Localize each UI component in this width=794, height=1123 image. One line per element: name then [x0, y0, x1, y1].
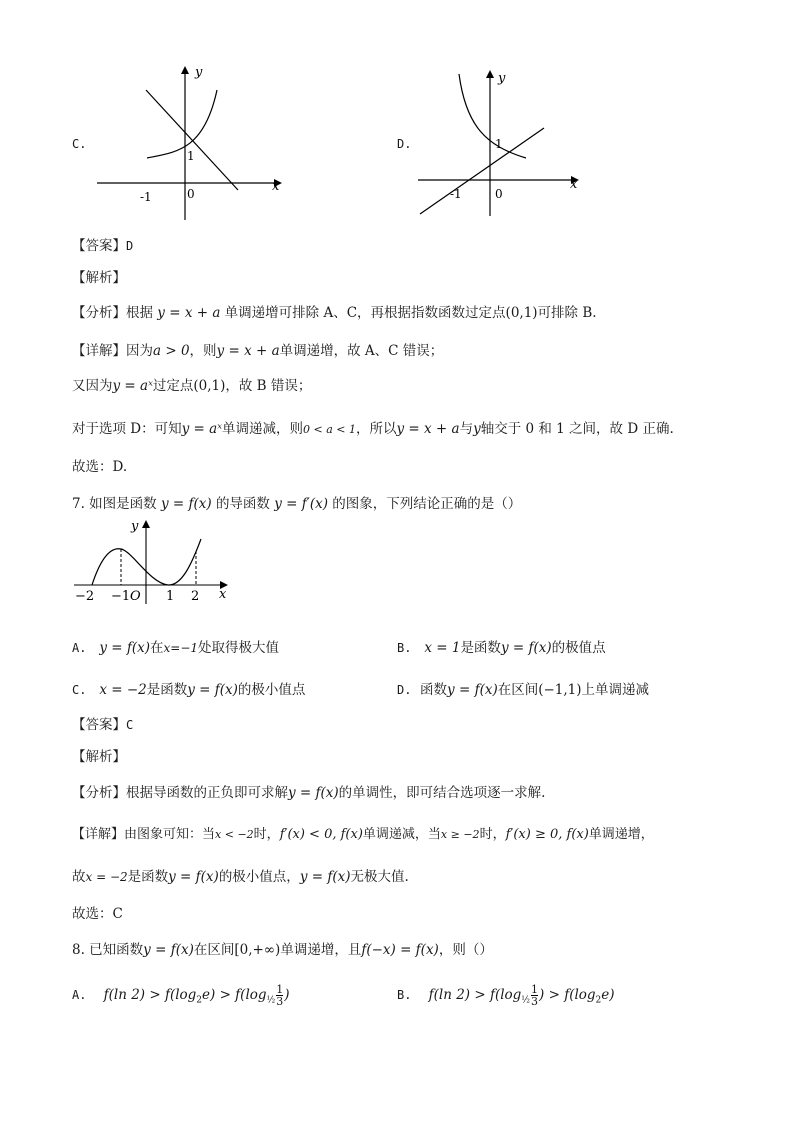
option-d-label: D.: [397, 137, 412, 151]
q7-option-c-c: 的极小值点: [237, 682, 306, 698]
q7-graph-two: 2: [191, 589, 200, 604]
q7-option-a-letter: A.: [72, 641, 87, 655]
q7-graph-one: 1: [166, 589, 175, 604]
q7-option-b-letter: B.: [397, 641, 412, 655]
q6-answer-tag: 【答案】: [72, 238, 126, 254]
q6-answer-line: [72, 234, 133, 254]
q6-fenxi-c: 可排除 B.: [537, 305, 597, 321]
q8-option-a-frac: $\frac{1}{3}$: [276, 983, 284, 1008]
q7-detail1-d: 时，: [479, 827, 506, 842]
q7-option-a[interactable]: [72, 636, 279, 656]
q6-fenxi-point: (0,1): [505, 305, 538, 321]
q7-option-d-int: (−1,1): [538, 682, 582, 698]
q6-detail2-b: 过定点: [152, 378, 194, 394]
q7-detail1-c2: f′(x) ≥ 0, f(x): [505, 827, 589, 842]
q6-detail3-cond: 0 < a < 1: [303, 423, 356, 436]
graph-c-neg1: -1: [140, 190, 152, 204]
q6-detail3-expr2: y = x + a: [396, 421, 460, 437]
q7-option-b-x: x = 1: [424, 640, 461, 656]
q7-graph-x: x: [219, 587, 227, 602]
q7-detail2-x: x = −2: [85, 870, 128, 884]
q6-detail1-cond: a > 0: [153, 343, 190, 359]
q6-detail1-a: 因为: [126, 343, 153, 359]
q6-detail1-b: ，则: [189, 343, 217, 359]
q8-option-a-3: ): [284, 987, 290, 1003]
q8-stem-int: [0,+∞): [234, 942, 281, 958]
q7-answer-tag: 【答案】: [72, 717, 126, 733]
graph-c-zero: 0: [187, 187, 195, 201]
q6-detail2-expr: y = aˣ: [112, 378, 153, 394]
q7-option-b[interactable]: [397, 636, 606, 656]
q7-option-a-x: x=−1: [163, 641, 199, 655]
q7-option-d-a: 函数: [420, 682, 448, 698]
q6-fenxi-line: [72, 301, 597, 321]
graph-d-x-label: x: [570, 177, 578, 192]
q8-option-b-frac: $\frac{1}{3}$: [531, 983, 539, 1008]
q7-stem-b: 的导函数: [215, 496, 270, 512]
q7-detail2-b: 是函数: [127, 869, 169, 885]
q7-option-a-f: y = f(x): [99, 640, 150, 656]
q8-stem-eq: f(−x) = f(x): [361, 942, 439, 958]
option-c-label: C.: [72, 137, 87, 151]
q6-detail3-a: 对于选项 D：可知: [72, 421, 182, 437]
q8-stem-c: 单调递增，且: [280, 942, 362, 958]
q7-stem-c: 的图象，下列结论正确的是（）: [332, 496, 522, 512]
q7-graph-y: y: [131, 519, 139, 534]
q6-detail3-line: [72, 417, 674, 437]
q7-detail1-line: [72, 823, 654, 842]
q7-graph-m1: −1: [111, 589, 131, 604]
q7-choose: 故选：C: [72, 906, 123, 922]
q7-fenxi-a: 根据导函数的正负即可求解: [126, 785, 288, 801]
q7-fenxi-line: [72, 781, 545, 801]
q7-detail1-a: 由图象可知：当: [124, 827, 216, 842]
q7-stem-a: 7. 如图是函数: [72, 496, 157, 512]
q6-detail3-c: ，所以: [355, 421, 397, 437]
q6-detail1-expr: y = x + a: [216, 343, 280, 359]
q7-option-b-b: 是函数: [460, 640, 501, 656]
q7-option-c-letter: C.: [72, 683, 87, 697]
q7-detail2-c: 的极小值点，: [218, 869, 300, 885]
q7-option-b-c: 的极值点: [551, 640, 606, 656]
q7-option-c-f: y = f(x): [187, 682, 238, 698]
q7-detail1-b: 时，: [253, 827, 280, 842]
q7-graph-m2: −2: [75, 589, 95, 604]
q6-detail-tag: 【详解】: [72, 343, 126, 359]
q7-detail1-c: 单调递减，当: [362, 827, 441, 842]
q7-graph-o: O: [130, 589, 141, 604]
graph-c-x-label: x: [272, 179, 280, 194]
q7-derivative-graph: [70, 518, 240, 608]
q7-detail1-x2: x ≥ −2: [440, 828, 480, 841]
q7-detail1-x1: x < −2: [215, 828, 254, 841]
q8-option-b-letter: B.: [397, 988, 412, 1002]
q7-stem-f: y = f(x): [160, 496, 212, 512]
q8-option-a-1: f(ln 2) > f(log: [103, 987, 197, 1003]
q7-detail1-e: 单调递增，: [588, 827, 654, 842]
q6-fenxi-a: 根据: [126, 305, 153, 321]
q8-option-b-sub2: 2: [595, 995, 602, 1006]
q7-detail2-d: 无极大值.: [350, 869, 409, 885]
graph-c: [92, 60, 287, 225]
q6-fenxi-b: 单调递增可排除 A、C，再根据指数函数过定点: [224, 305, 506, 321]
q7-option-a-b: 在: [150, 640, 164, 656]
q7-option-b-f: y = f(x): [500, 640, 552, 656]
graph-d-y-label: y: [498, 71, 506, 86]
q8-option-b-sub1: ½: [521, 995, 531, 1006]
q6-fenxi-expr: y = x + a: [157, 305, 221, 321]
q8-option-a-letter: A.: [72, 988, 87, 1002]
graph-d-one: 1: [495, 137, 503, 151]
q7-option-d[interactable]: [397, 678, 649, 698]
q7-option-d-b: 在区间: [497, 682, 539, 698]
q8-option-a-sub2: ½: [266, 995, 276, 1006]
q7-answer-line: [72, 713, 133, 733]
q7-detail-tag: 【详解】: [72, 827, 125, 842]
q8-option-b-3: e): [601, 987, 615, 1003]
q6-detail2-line: [72, 374, 311, 394]
q7-option-c-b: 是函数: [146, 682, 188, 698]
q6-answer: D: [126, 239, 134, 253]
graph-d-zero: 0: [495, 187, 503, 201]
q8-option-a-sub1: 2: [196, 995, 203, 1006]
q8-stem-a: 8. 已知函数: [72, 942, 144, 958]
q8-stem-d: ，则（）: [438, 942, 493, 958]
q7-analysis-tag: 【解析】: [72, 749, 126, 765]
q8-stem: [72, 938, 493, 958]
q7-option-d-letter: D.: [397, 683, 412, 697]
q7-detail2-line: [72, 865, 409, 885]
q8-stem-b: 在区间: [193, 942, 235, 958]
q7-option-c[interactable]: [72, 678, 305, 698]
q7-detail2-f: y = f(x): [168, 869, 219, 885]
q6-detail2-a: 又因为: [72, 378, 113, 394]
q7-fenxi-tag: 【分析】: [72, 785, 126, 801]
q7-option-d-f: y = f(x): [447, 682, 498, 698]
q8-option-b[interactable]: [397, 984, 615, 1007]
q6-detail3-e: 轴交于 0 和 1 之间，故 D 正确.: [480, 421, 674, 437]
q6-detail2-point: (0,1): [193, 378, 226, 394]
q6-fenxi-tag: 【分析】: [72, 305, 126, 321]
q6-analysis-tag: 【解析】: [72, 270, 126, 286]
q7-answer: C: [126, 718, 134, 732]
q6-detail3-d: 与: [459, 421, 474, 437]
q7-detail2-a: 故: [72, 869, 86, 885]
q7-option-d-c: 上单调递减: [581, 682, 650, 698]
q7-stem: [72, 492, 521, 512]
q6-detail3-b: 单调递减，则: [222, 421, 303, 437]
q7-fenxi-f: y = f(x): [288, 785, 339, 801]
q7-option-a-c: 处取得极大值: [198, 640, 280, 656]
q6-detail1-c: 单调递增，故 A、C 错误；: [279, 343, 444, 359]
q6-detail3-y: y: [473, 421, 481, 437]
q6-choose: 故选：D.: [72, 459, 128, 475]
q7-detail1-c1: f′(x) < 0, f(x): [279, 827, 363, 842]
q7-option-c-x: x = −2: [99, 682, 147, 698]
q8-option-a-2: e) > f(log: [202, 987, 267, 1003]
graph-c-one: 1: [187, 149, 195, 163]
graph-c-y-label: y: [195, 65, 203, 80]
q7-detail2-f2: y = f(x): [299, 869, 351, 885]
q6-detail2-c: ，故 B 错误；: [225, 378, 312, 394]
q8-option-a[interactable]: [72, 984, 290, 1007]
q7-fenxi-b: 的单调性，即可结合选项逐一求解.: [338, 785, 546, 801]
q6-detail3-expr: y = aˣ: [181, 421, 222, 437]
q6-detail1-line: [72, 339, 443, 359]
q8-option-b-2: ) > f(log: [539, 987, 596, 1003]
q7-stem-fp: y = f′(x): [274, 496, 328, 512]
q8-option-b-1: f(ln 2) > f(log: [428, 987, 522, 1003]
graph-d-neg1: -1: [450, 187, 462, 201]
graph-d: [414, 66, 589, 221]
q8-stem-f: y = f(x): [143, 942, 194, 958]
